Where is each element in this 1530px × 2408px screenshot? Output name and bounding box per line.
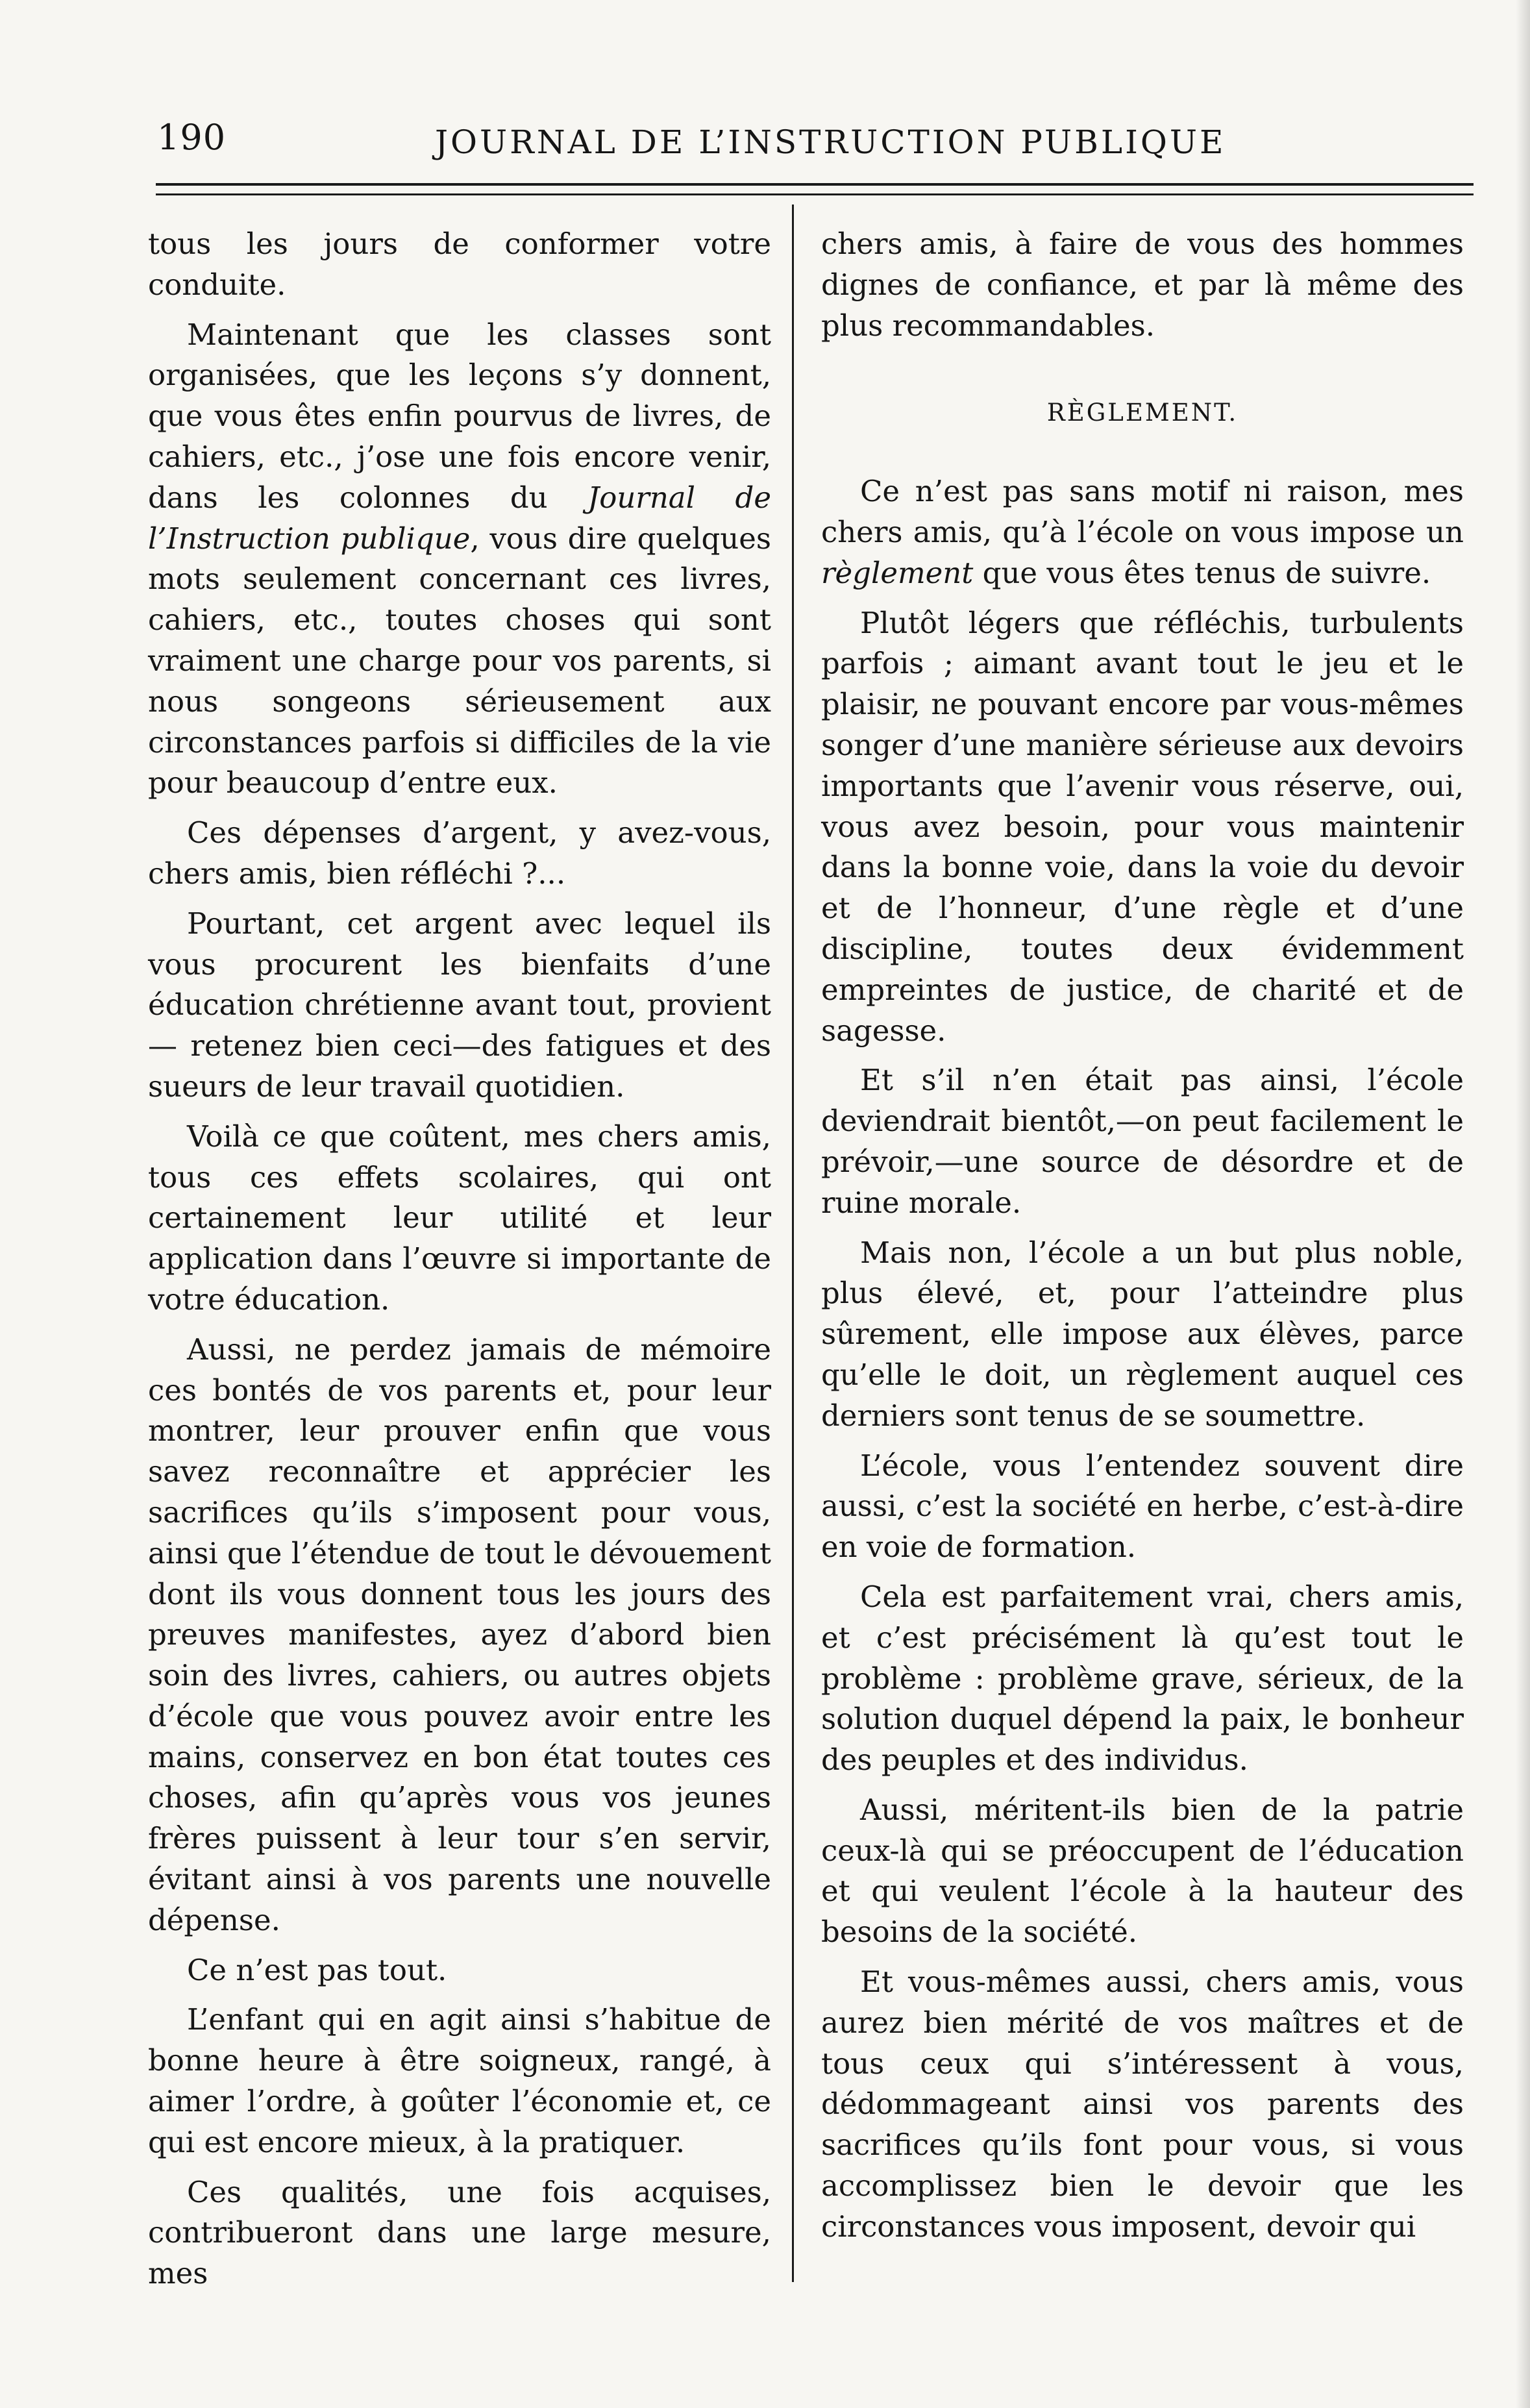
right-column <box>821 224 1464 2248</box>
paragraph: Et vous-mêmes aussi, chers amis, vous aurez bien mérité de vos maîtres et de tous ceux qui s’intéressent à vous, dédommageant ainsi vos parents des sacrifices qu’ils font pour vous, si vous accomplissez bien le devoir que les circonstances vous imposent, devoir qui <box>821 1965 1464 2244</box>
paragraph: Ces dépenses d’argent, y avez-vous, chers amis, bien réfléchi ?... <box>148 815 771 891</box>
journal-title-italic: Journal de l’Instruction publique <box>148 480 771 556</box>
paragraph: L’enfant qui en agit ainsi s’habitue de bonne heure à être soigneux, rangé, à aimer l’ordre, à goûter l’économie et, ce qui est encore mieux, à la pratiquer. <box>148 2002 771 2159</box>
left-column <box>148 224 771 2294</box>
paragraph-text: que vous êtes tenus de suivre. <box>973 555 1431 590</box>
page-header <box>149 110 1474 182</box>
paragraph-text: Maintenant que les classes sont organisées, que les leçons s’y donnent, que vous êtes enfin pourvus de livres, de cahiers, etc., j’ose une fois encore venir, dans les colonnes du <box>148 317 771 515</box>
paragraph: Pourtant, cet argent avec lequel ils vous procurent les bienfaits d’une éducation chrétienne avant tout, provient— retenez bien ceci—des fatigues et des sueurs de leur travail quotidien. <box>148 906 771 1104</box>
header-rule-bottom <box>156 193 1474 195</box>
column-divider <box>792 205 794 2282</box>
paragraph: Aussi, ne perdez jamais de mémoire ces bontés de vos parents et, pour leur montrer, leur prouver enfin que vous savez reconnaître et apprécier les sacrifices qu’ils s’imposent pour vous, ainsi que l’étendue de tout le dévouement dont ils vous donnent tous les jours des preuves manifestes, ayez d’abord bien soin des livres, cahiers, ou autres objets d’école que vous pouvez avoir entre les mains, conservez en bon état toutes ces choses, afin qu’après vous vos jeunes frères puissent à leur tour s’en servir, évitant ainsi à vos parents une nouvelle dépense. <box>148 1332 772 1937</box>
paragraph-text: Ce n’est pas sans motif ni raison, mes chers amis, qu’à l’école on vous impose un <box>821 474 1464 549</box>
paragraph: Ces qualités, une fois acquises, contribueront dans une large mesure, mes <box>148 2174 771 2291</box>
page-number: 190 <box>157 117 227 158</box>
section-title: RÈGLEMENT. <box>1046 399 1239 427</box>
header-rule-top <box>156 183 1474 186</box>
paragraph: tous les jours de conformer votre conduite. <box>148 227 771 302</box>
paragraph: Mais non, l’école a un but plus noble, plus élevé, et, pour l’atteindre plus sûrement, elle impose aux élèves, parce qu’elle le doit, un règlement auquel ces derniers sont tenus de se soumettre. <box>821 1235 1464 1433</box>
paragraph: chers amis, à faire de vous des hommes dignes de confiance, et par là même des plus recommandables. <box>821 227 1464 343</box>
paragraph: Cela est parfaitement vrai, chers amis, et c’est précisément là qu’est tout le problème : problème grave, sérieux, de la solution duquel dépend la paix, le bonheur des peuples et des individus. <box>821 1579 1464 1778</box>
paragraph-text: , vous dire quelques mots seulement concernant ces livres, cahiers, etc., toutes choses qui sont vraiment une charge pour vos parents, si nous songeons sérieusement aux circonstances parfois si difficiles de la vie pour beaucoup d’entre eux. <box>148 521 771 801</box>
paragraph: L’école, vous l’entendez souvent dire aussi, c’est la société en herbe, c’est-à-dire en voie de formation. <box>821 1448 1464 1565</box>
paragraph: Et s’il n’en était pas ainsi, l’école deviendrait bientôt,—on peut facilement le prévoir,—une source de désordre et de ruine morale. <box>821 1063 1464 1220</box>
paragraph: Plutôt légers que réfléchis, turbulents parfois ; aimant avant tout le jeu et le plaisir, ne pouvant encore par vous-mêmes songer d’une manière sérieuse aux devoirs importants que l’avenir vous réserve, oui, vous avez besoin, pour vous maintenir dans la bonne voie, dans la voie du devoir et de l’honneur, d’une règle et d’une discipline, toutes deux évidemment empreintes de justice, de charité et de sagesse. <box>821 605 1464 1048</box>
page-edge-shadow <box>1516 0 1530 2408</box>
paragraph <box>148 315 771 804</box>
paragraph: Voilà ce que coûtent, mes chers amis, tous ces effets scolaires, qui ont certainement leur utilité et leur application dans l’œuvre si importante de votre éducation. <box>148 1119 771 1317</box>
running-title: JOURNAL DE L’INSTRUCTION PUBLIQUE <box>435 123 1226 161</box>
paragraph <box>821 471 1464 593</box>
paragraph: Aussi, méritent-ils bien de la patrie ceux-là qui se préoccupent de l’éducation et qui veulent l’école à la hauteur des besoins de la société. <box>821 1792 1464 1950</box>
paragraph: Ce n’est pas tout. <box>187 1952 447 1987</box>
reglement-italic: règlement <box>821 555 974 590</box>
